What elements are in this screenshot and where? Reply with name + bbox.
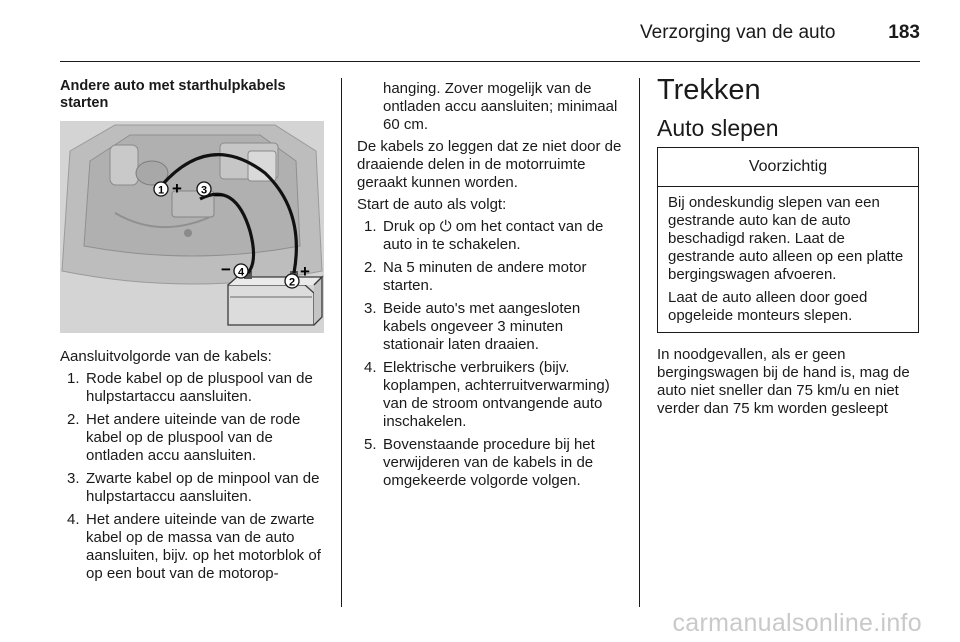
list-number: 1. — [67, 370, 80, 387]
column-1-text — [60, 348, 324, 588]
caution-para-1: Bij ondeskundig slepen van een gestrande auto kan de auto beschadigd raken. Laat de gestrande auto alleen op een platte bergingswagen afvoeren. — [668, 194, 904, 283]
list-item — [357, 359, 623, 431]
page-header-title: Verzorging van de auto — [640, 22, 836, 43]
caution-box — [657, 147, 919, 333]
section-title: Trekken — [657, 74, 761, 106]
list-item — [60, 411, 324, 465]
list-number: 4. — [364, 359, 377, 376]
jump-start-heading: Andere auto met starthulpkabels starten — [60, 78, 286, 111]
list-number: 4. — [67, 511, 80, 528]
callout-minus-4: − — [221, 260, 231, 279]
list-text: Na 5 minuten de andere motor starten. — [383, 259, 587, 294]
watermark: carmanualsonline.info — [672, 609, 922, 637]
list-number: 2. — [364, 259, 377, 276]
callout-minus-3: − — [214, 186, 224, 205]
list-number: 5. — [364, 436, 377, 453]
step-continuation: hanging. Zover mogelijk van de ontladen accu aansluiten; minimaal 60 cm. — [383, 80, 618, 133]
list-text: Het andere uiteinde van de rode kabel op de pluspool van de ontladen accu aansluiten. — [86, 411, 301, 464]
callout-2: 2 — [288, 276, 296, 289]
header-rule — [60, 61, 920, 62]
start-steps-list — [357, 218, 623, 490]
callout-4: 4 — [237, 266, 245, 279]
towing-para: In noodgevallen, als er geen bergingswagen bij de hand is, mag de auto niet sneller dan 75 km/u en niet verder dan 75 km worden gesleept — [657, 346, 910, 417]
list-text: Zwarte kabel op de minpool van de hulpstartaccu aansluiten. — [86, 470, 320, 505]
list-text: Rode kabel op de pluspool van de hulpstartaccu aansluiten. — [86, 370, 313, 405]
list-item — [60, 511, 324, 583]
list-text: Druk op ⏻ om het contact van de auto in te schakelen. — [383, 218, 604, 253]
page-number: 183 — [888, 22, 920, 43]
caution-body — [658, 187, 918, 325]
list-item — [60, 470, 324, 506]
start-intro: Start de auto als volgt: — [357, 196, 507, 213]
list-number: 2. — [67, 411, 80, 428]
column-2-text — [357, 80, 623, 495]
list-item — [357, 218, 623, 254]
list-text: Beide auto's met aangesloten kabels ongeveer 3 minuten stationair laten draaien. — [383, 300, 581, 353]
cable-order-list — [60, 370, 324, 583]
list-number: 3. — [364, 300, 377, 317]
caution-heading: Voorzichtig — [658, 148, 918, 187]
list-item — [357, 436, 623, 490]
list-item — [60, 370, 324, 406]
callout-3: 3 — [200, 184, 208, 197]
list-number: 3. — [67, 470, 80, 487]
list-item — [357, 259, 623, 295]
cable-routing-para: De kabels zo leggen dat ze niet door de draaiende delen in de motorruimte geraakt kunnen worden. — [357, 138, 622, 191]
callout-plus-1: + — [172, 179, 182, 198]
list-item — [357, 300, 623, 354]
column-divider-1 — [341, 78, 342, 607]
list-number: 1. — [364, 218, 377, 235]
callout-plus-2: + — [300, 262, 310, 281]
column-divider-2 — [639, 78, 640, 607]
caution-para-2: Laat de auto alleen door goed opgeleide monteurs slepen. — [668, 289, 868, 324]
list-text: Elektrische verbruikers (bijv. koplampen, achterruitverwarming) van de stroom ontvangende auto inschakelen. — [383, 359, 610, 430]
list-text: Het andere uiteinde van de zwarte kabel op de massa van de auto aansluiten, bijv. op het motorblok of op een bout van de motorop- — [86, 511, 321, 582]
callout-1: 1 — [157, 184, 165, 197]
list-text: Bovenstaande procedure bij het verwijderen van de kabels in de omgekeerde volgorde volgen. — [383, 436, 595, 489]
jump-start-figure — [60, 121, 324, 333]
section-subtitle: Auto slepen — [657, 115, 779, 141]
cable-order-intro: Aansluitvolgorde van de kabels: — [60, 348, 272, 365]
column-3-text — [657, 346, 919, 422]
